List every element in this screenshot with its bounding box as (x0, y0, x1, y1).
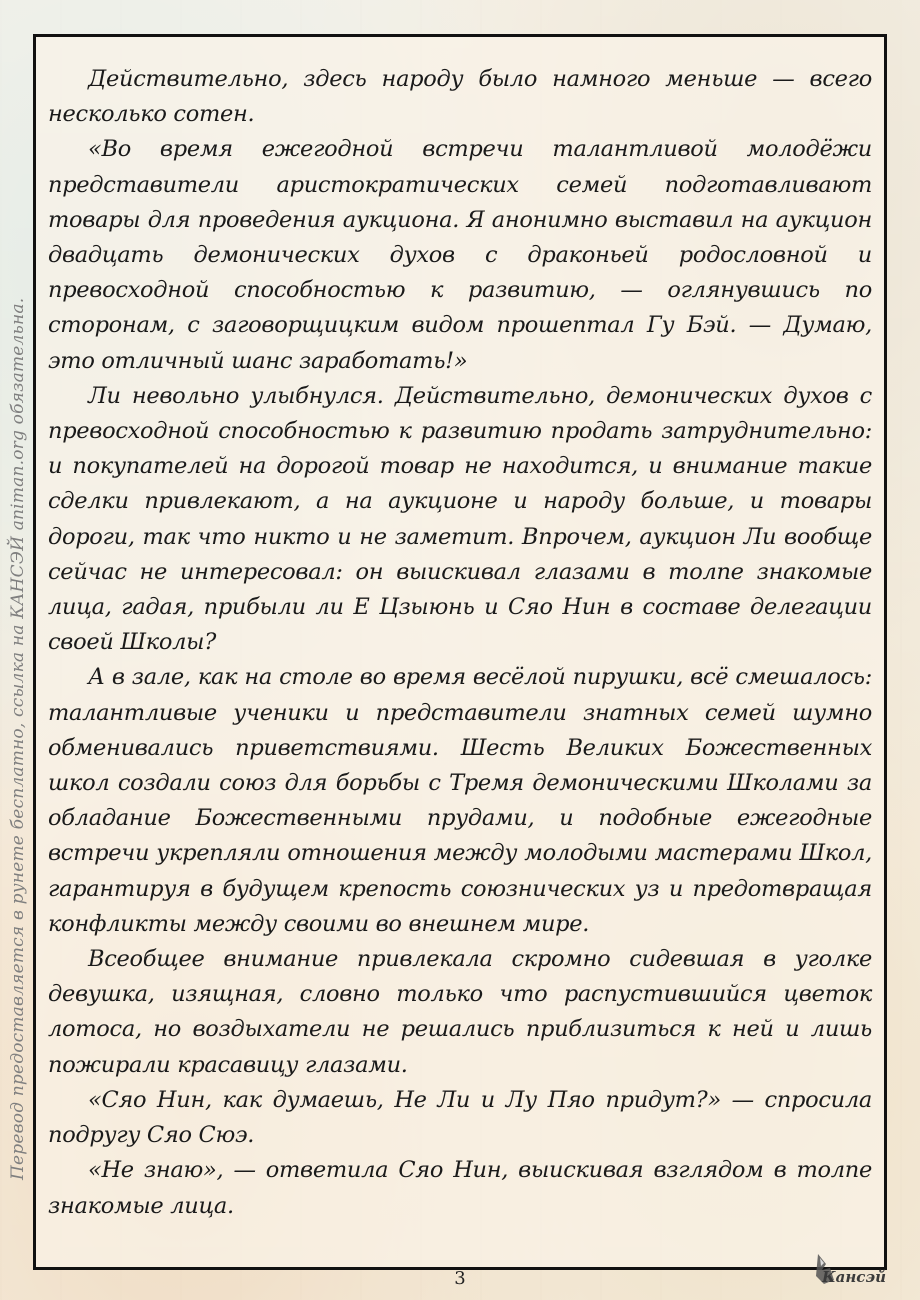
paragraph: Всеобщее внимание привлекала скромно сидевшая в уголке девушка, изящная, словно только что распустившийся цветок лотоса, но воздыхатели не решались приблизиться к ней и лишь пожирали красавицу глазами. (48, 946, 872, 1078)
paragraph: Действительно, здесь народу было намного меньше — всего несколько сотен. (48, 66, 872, 128)
kansei-logo (812, 1250, 898, 1288)
logo-text: Кансэй (822, 1268, 887, 1286)
paragraph: Ли невольно улыбнулся. Действительно, демонических духов с превосходной способностью к развитию продать затруднительно: и покупателей на дорогой товар не находится, и внимание такие сделки привлекают, а на аукционе и народу больше, и товары дороги, так что никто и не заметит. Впрочем, аукцион Ли вообще сейчас не интересовал: он выискивал глазами в толпе знакомые лица, гадая, прибыли ли Е Цзыюнь и Сяо Нин в составе делегации своей Школы? (48, 382, 872, 656)
paragraph: А в зале, как на столе во время весёлой пирушки, всё смешалось: талантливые ученики и представители знатных семей шумно обменивались приветствиями. Шесть Великих Божественных школ создали союз для борьбы с Тремя демоническими Школами за обладание Божественными прудами, и подобные ежегодные встречи укрепляли отношения между молодыми мастерами Школ, гарантируя в будущем крепость союзнических уз и предотвращая конфликты между своими во внешнем мире. (48, 664, 872, 937)
page-text (48, 62, 872, 1224)
paragraph: «Во время ежегодной встречи талантливой молодёжи представители аристократических семей подготавливают товары для проведения аукциона. Я анонимно выставил на аукцион двадцать демонических духов с драконьей родословной и превосходной способностью к развитию, — оглянувшись по сторонам, с заговорщицким видом прошептал Гу Бэй. — Думаю, это отличный шанс заработать!» (48, 136, 872, 374)
translation-credit-note: Перевод предоставляется в рунете бесплатно, ссылка на КАНСЭЙ animan.org обязательна. (8, 297, 28, 1180)
paragraph: «Сяо Нин, как думаешь, Не Ли и Лу Пяо придут?» — спросила подругу Сяо Сюэ. (48, 1086, 872, 1149)
page-number: 3 (454, 1268, 466, 1289)
paragraph: «Не знаю», — ответила Сяо Нин, выискивая взглядом в толпе знакомые лица. (48, 1157, 872, 1219)
